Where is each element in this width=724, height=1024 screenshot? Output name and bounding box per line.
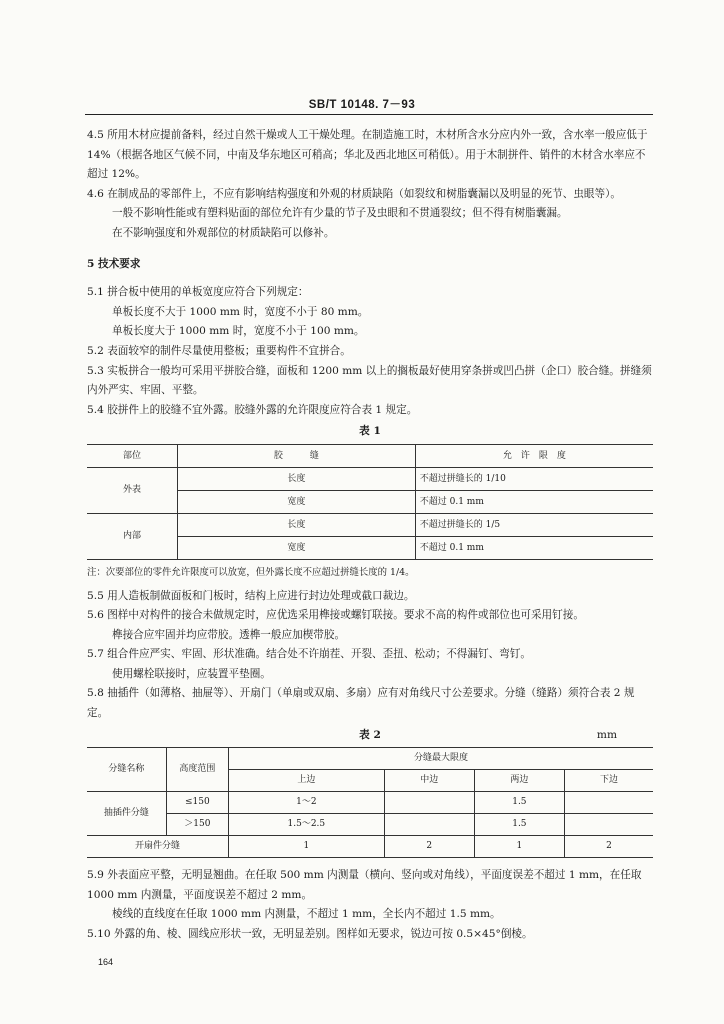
table-row — [87, 748, 653, 770]
table-cell: 宽度 — [178, 536, 416, 559]
table-header-cell: 上边 — [228, 770, 384, 792]
clause-5-1-item-1: 单板长度不大于 1000 mm 时，宽度不小于 80 mm。 — [112, 305, 369, 318]
table-header-cell: 部位 — [87, 444, 178, 467]
table-row — [87, 814, 653, 836]
clause-5-3: 5.3 实板拼合一般均可采用平拼胶合缝，面板和 1200 mm 以上的搁板最好使用穿条拼或凹凸拼（企口）胶合缝。拼缝须内外严实、牢固、平整。 — [87, 364, 652, 397]
table-header-cell: 中边 — [384, 770, 474, 792]
table-header-cell: 分缝最大限度 — [228, 748, 653, 770]
table-cell: 1.5 — [474, 814, 564, 836]
table-cell: 长度 — [178, 513, 416, 536]
table-cell: 开扇件分缝 — [87, 836, 228, 858]
header-rule — [85, 114, 653, 115]
table-cell: 内部 — [87, 513, 178, 559]
clause-5-9-note: 棱线的直线度在任取 1000 mm 内测量，不超过 1 mm，全长内不超过 1.5 mm。 — [112, 908, 501, 921]
clause-5-6: 5.6 图样中对构件的接合未做规定时，应优选采用榫接或螺钉联接。要求不高的构件或部位也可采用钉接。 — [87, 609, 584, 622]
table-1-note: 注：次要部位的零件允许限度可以放宽，但外露长度不应超过拼缝长度的 1/4。 — [87, 566, 415, 578]
standard-number-header: SB/T 10148. 7－93 — [308, 99, 416, 111]
table-header-cell: 下边 — [564, 770, 653, 792]
clause-4-6-note-2: 在不影响强度和外观部位的材质缺陷可以修补。 — [112, 226, 335, 239]
table-1-caption: 表 1 — [359, 425, 381, 438]
table-cell: 不超过 0.1 mm — [415, 490, 653, 513]
table-cell: 1 — [228, 836, 384, 858]
clause-5-6-note: 榫接合应牢固并均应带胶。透榫一般应加楔带胶。 — [112, 628, 346, 641]
table-cell — [564, 792, 653, 814]
table-header-cell: 高度范围 — [166, 748, 228, 792]
table-cell: ＞150 — [166, 814, 228, 836]
table-2-caption: 表 2 — [359, 728, 381, 741]
table-cell: 1～2 — [228, 792, 384, 814]
table-cell — [384, 814, 474, 836]
table-row — [87, 444, 653, 467]
table-cell — [564, 814, 653, 836]
table-cell: 不超过拼缝长的 1/5 — [415, 513, 653, 536]
table-cell: 不超过 0.1 mm — [415, 536, 653, 559]
clause-5-5: 5.5 用人造板制做面板和门板时，结构上应进行封边处理或截口裁边。 — [87, 589, 415, 602]
table-row — [87, 513, 653, 536]
table-row — [87, 836, 653, 858]
table-header-cell: 两边 — [474, 770, 564, 792]
table-cell: 1.5～2.5 — [228, 814, 384, 836]
clause-5-10: 5.10 外露的角、棱、圆线应形状一致，无明显差别。图样如无要求，锐边可按 0.5×45°倒棱。 — [87, 928, 533, 941]
table-cell: 1.5 — [474, 792, 564, 814]
clause-5-4: 5.4 胶拼件上的胶缝不宜外露。胶缝外露的允许限度应符合表 1 规定。 — [87, 403, 418, 416]
clause-5-8: 5.8 抽插件（如薄格、抽屉等）、开扇门（单扇或双扇、多扇）应有对角线尺寸公差要求。分缝（缝路）须符合表 2 规定。 — [87, 687, 635, 720]
table-1 — [87, 444, 653, 560]
clause-5-1-item-2: 单板长度大于 1000 mm 时，宽度不小于 100 mm。 — [112, 325, 365, 338]
clause-4-5: 4.5 所用木材应提前备料，经过自然干燥或人工干燥处理。在制造施工时，木材所含水分应内外一致，含水率一般应低于 14%（根据各地区气候不同，中南及华东地区可稍高；华北及西北地区可稍低）。用于木制拼件、销件的木材含水率应不超过 12%。 — [87, 129, 648, 181]
table-cell: 不超过拼缝长的 1/10 — [415, 467, 653, 490]
clause-5-2: 5.2 表面较窄的制件尽量使用整板；重要构件不宜拼合。 — [87, 344, 351, 357]
table-row — [87, 792, 653, 814]
table-cell: 抽插件分缝 — [87, 792, 166, 836]
table-row — [87, 467, 653, 490]
section-5-title: 5 技术要求 — [87, 257, 141, 270]
clause-5-9: 5.9 外表面应平整，无明显翘曲。在任取 500 mm 内测量（横向、竖向或对角线），平面度误差不超过 1 mm，在任取 1000 mm 内测量，平面度误差不超过 2 mm。 — [87, 869, 642, 901]
clause-5-7: 5.7 组合件应严实、牢固、形状准确。结合处不许崩茬、开裂、歪扭、松动；不得漏钉、弯钉。 — [87, 648, 531, 661]
table-cell: 2 — [384, 836, 474, 858]
table-cell: 宽度 — [178, 490, 416, 513]
table-header-cell: 分缝名称 — [87, 748, 166, 792]
clause-4-6-note-1: 一般不影响性能或有塑料贴面的部位允许有少量的节子及虫眼和不贯通裂纹；但不得有树脂囊漏。 — [112, 207, 568, 220]
table-cell: ≤150 — [166, 792, 228, 814]
table-2-caption-row — [87, 726, 653, 746]
document-body — [87, 126, 653, 945]
table-cell: 1 — [474, 836, 564, 858]
table-cell: 外表 — [87, 467, 178, 513]
clause-4-6: 4.6 在制成品的零部件上，不应有影响结构强度和外观的材质缺陷（如裂纹和树脂囊漏以及明显的死节、虫眼等）。 — [87, 187, 622, 200]
table-2-unit: mm — [596, 728, 617, 741]
clause-5-1: 5.1 拼合板中使用的单板宽度应符合下列规定： — [87, 286, 309, 299]
table-header-cell: 胶 缝 — [178, 444, 416, 467]
table-header-cell: 允 许 限 度 — [415, 444, 653, 467]
table-cell: 长度 — [178, 467, 416, 490]
table-cell — [384, 792, 474, 814]
page-number: 164 — [98, 957, 114, 967]
table-cell: 2 — [564, 836, 653, 858]
clause-5-7-note: 使用螺栓联接时，应装置平垫圈。 — [112, 667, 271, 680]
table-2 — [87, 747, 653, 858]
